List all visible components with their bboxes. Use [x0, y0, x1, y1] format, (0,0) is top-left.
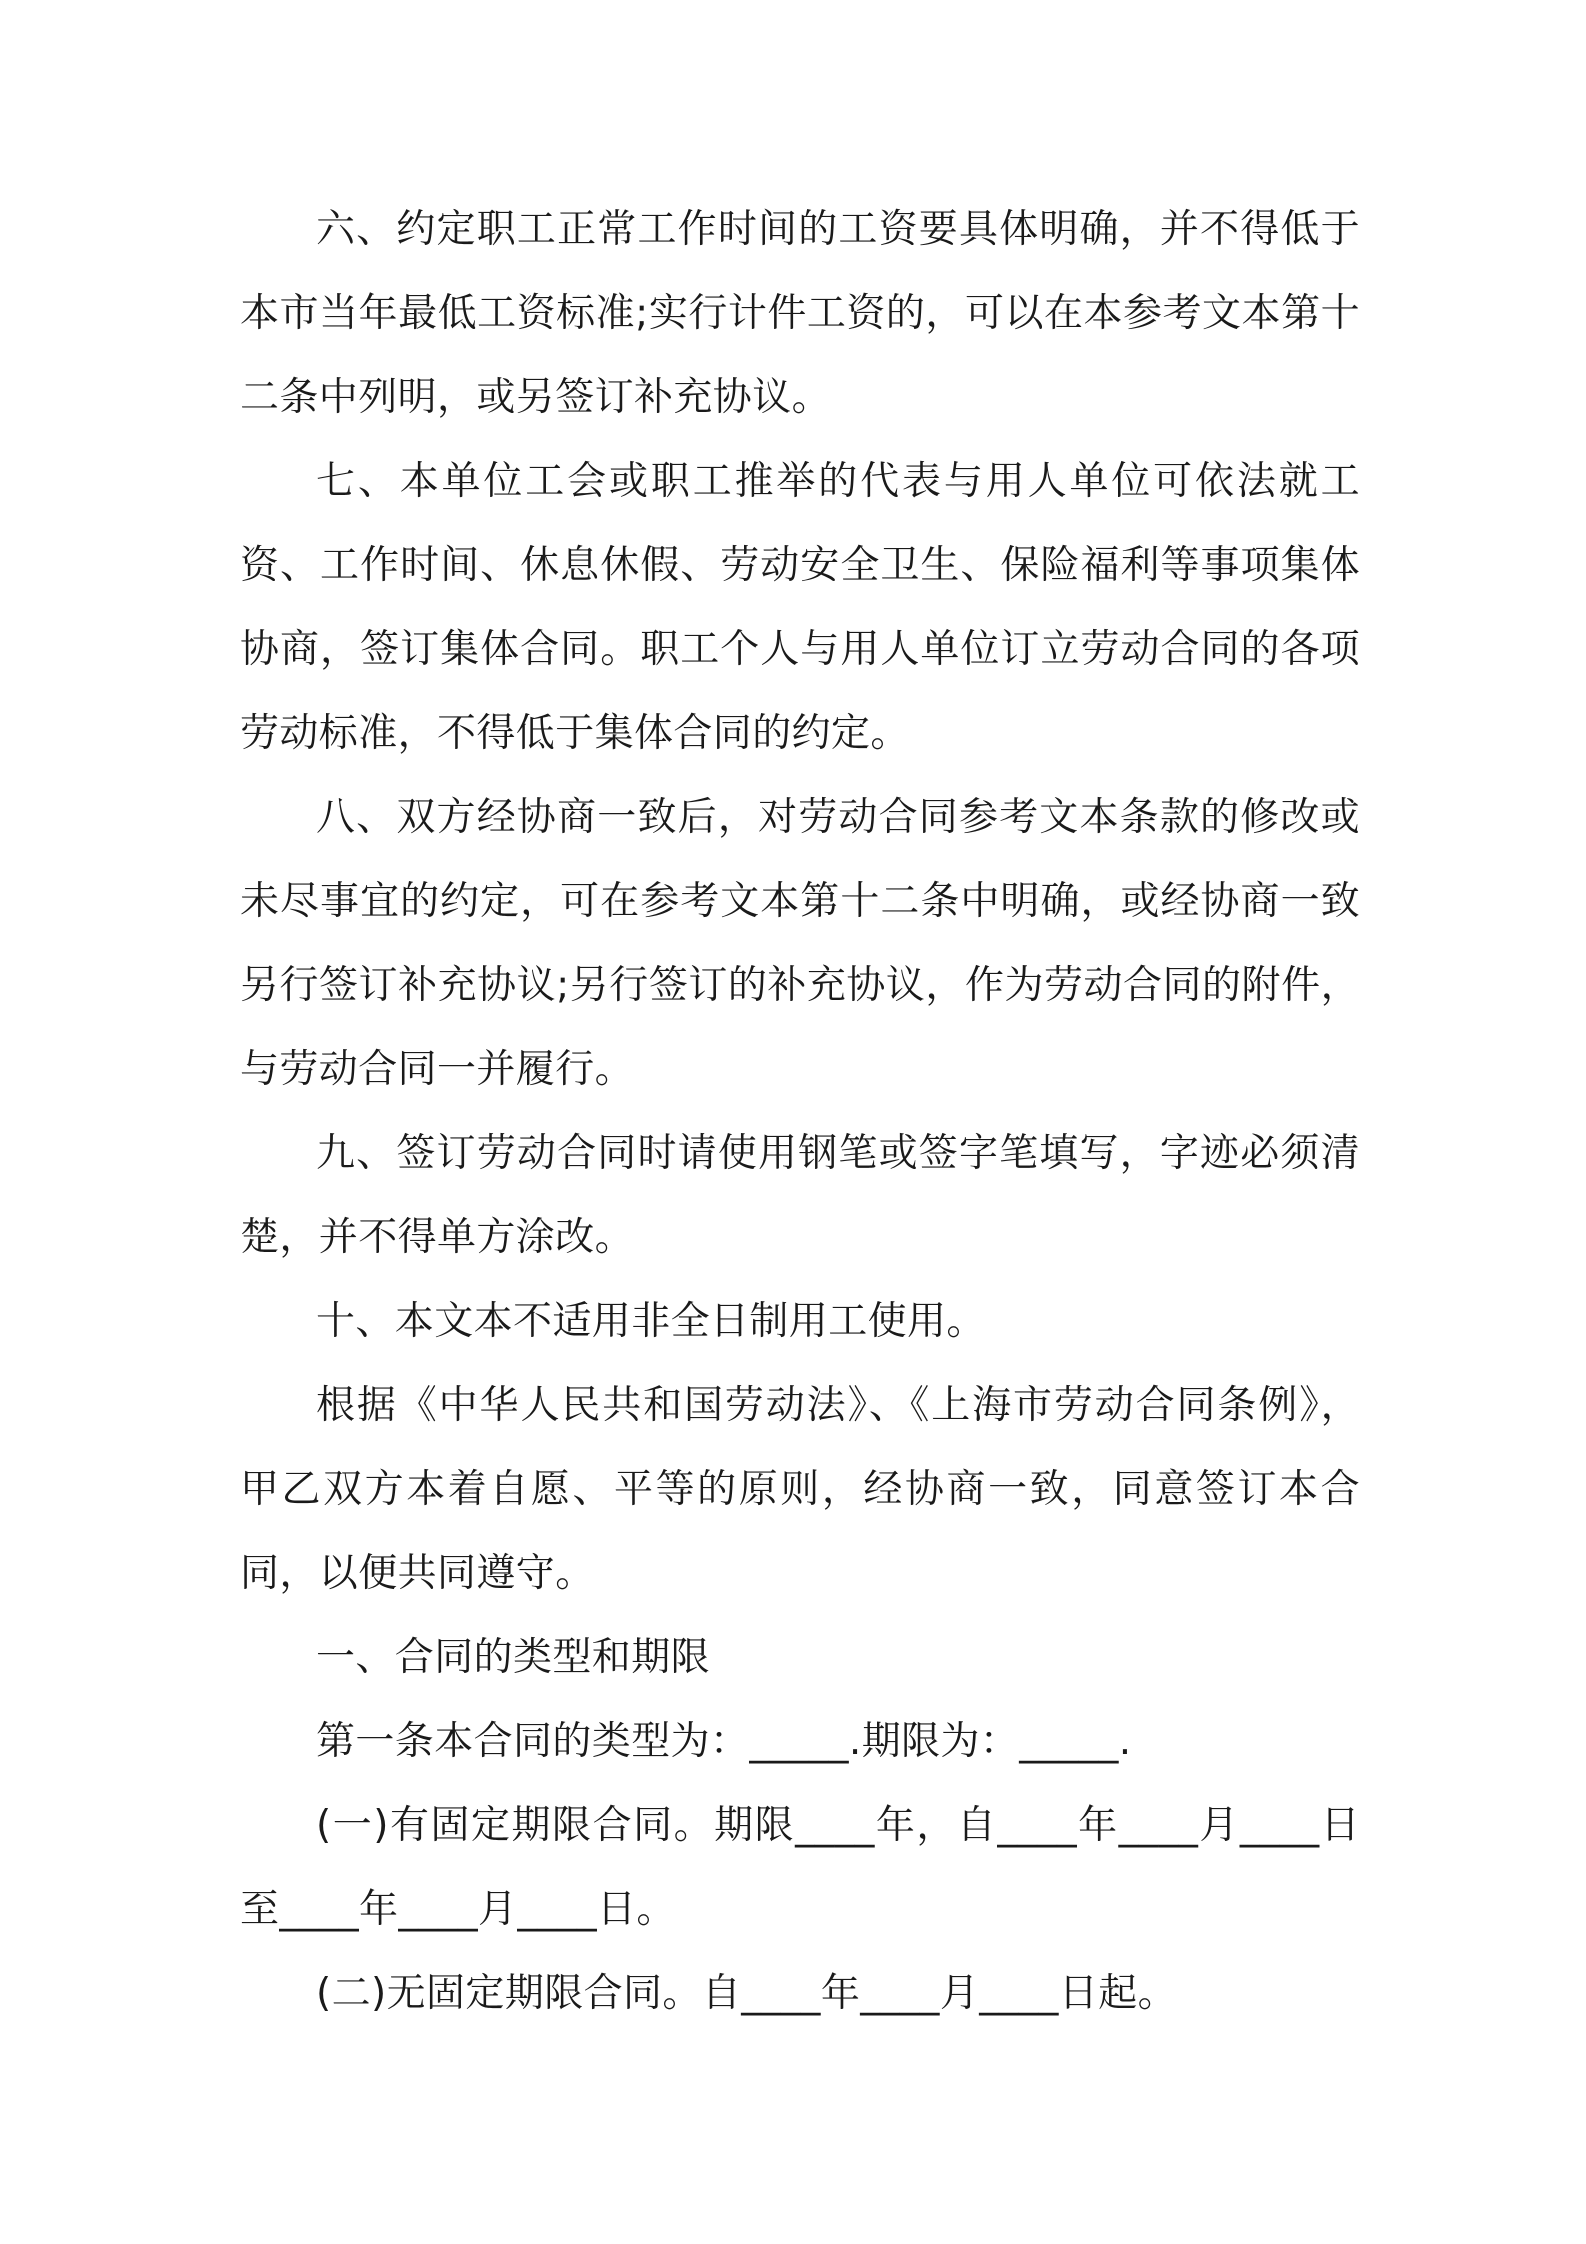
paragraph-clause-7: 七、本单位工会或职工推举的代表与用人单位可依法就工资、工作时间、休息休假、劳动安全卫生、保险福利等事项集体协商，签订集体合同。职工个人与用人单位订立劳动合同的各项劳动标准，不得低于集体合同的约定。: [240, 459, 1360, 756]
document-body: [240, 188, 1360, 2036]
paragraph-clause-6: 六、约定职工正常工作时间的工资要具体明确，并不得低于本市当年最低工资标准;实行计件工资的，可以在本参考文本第十二条中列明，或另签订补充协议。: [240, 207, 1360, 420]
paragraph-preamble: 根据《中华人民共和国劳动法》、《上海市劳动合同条例》，甲乙双方本着自愿、平等的原则，经协商一致，同意签订本合同，以便共同遵守。: [240, 1383, 1360, 1596]
paragraph-clause-9: 九、签订劳动合同时请使用钢笔或签字笔填写，字迹必须清楚，并不得单方涂改。: [240, 1131, 1360, 1260]
article-1: 第一条本合同的类型为：_____.期限为：_____.: [316, 1719, 1132, 1764]
paragraph-clause-10: 十、本文本不适用非全日制用工使用。: [316, 1299, 986, 1344]
section-heading-contract-type: 一、合同的类型和期限: [316, 1635, 711, 1680]
open-ended-contract-item: (二)无固定期限合同。自____年____月____日起。: [316, 1971, 1178, 2016]
fixed-term-contract-item: (一)有固定期限合同。期限____年，自____年____月____日至____年____月____日。: [240, 1803, 1360, 1932]
paragraph-clause-8: 八、双方经协商一致后，对劳动合同参考文本条款的修改或未尽事宜的约定，可在参考文本第十二条中明确，或经协商一致另行签订补充协议;另行签订的补充协议，作为劳动合同的附件，与劳动合同一并履行。: [240, 795, 1360, 1092]
